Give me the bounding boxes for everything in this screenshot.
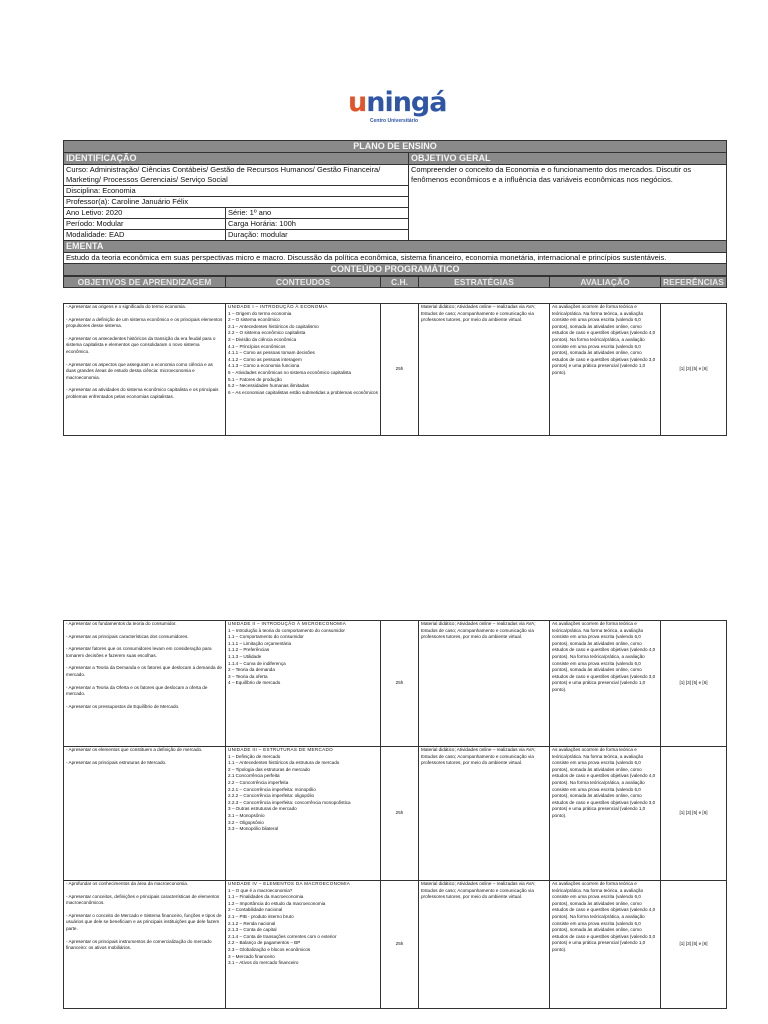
references-cell: [1] [3] [5] e [6] xyxy=(661,747,727,881)
logo-brand: uningá xyxy=(348,87,447,118)
strategies-cell: Material didático; Atividades online – realizadas via AVA; Estudos de caso; Acompanhamento e comunicação via professores tutores, por meio do ambiente virtual. xyxy=(419,621,550,747)
ementa-text: Estudo da teoria econômica em suas perspectivas micro e macro. Discussão da política econômica, sistema financeiro, economia monetária, internacional e princípios sustentáveis. xyxy=(64,253,727,264)
evaluation-cell: As avaliações ocorrem de forma teórica e teórica/prática. Na forma teórica, a avaliação consiste em uma prova escrita (valendo 6,0 pontos), somada às atividades online, como estudos de caso e questões objetivas (valendo 4,0 pontos). Na forma teórica/prática, a avaliação consiste em uma prova escrita (valendo 6,0 pontos), somada às atividades online, como estudos de caso e questões objetivas (valendo 3,0 pontos) e uma prática presencial (valendo 1,0 ponto). xyxy=(550,881,661,1009)
objectives-cell: - Apresentar os fundamentos da teoria do consumidor. - Apresentar as principais características dos consumidores. - Apresentar fatores que os consumidores levam em consideração para tomarem decisões e fazerem suas escolhas. - Apresentar a Teoria da Demanda e os fatores que deslocam a demanda de mercado. - Apresentar a Teoria da Oferta e os fatores que deslocam a oferta de mercado. - Apresentar os pressupostos de Equilíbrio de Mercado. xyxy=(64,621,226,747)
duracao-field: Duração: modular xyxy=(226,230,409,241)
unit-1-block xyxy=(63,303,727,436)
modalidade-field: Modalidade: EAD xyxy=(64,230,226,241)
ano-letivo-field: Ano Letivo: 2020 xyxy=(64,208,226,219)
hours-cell: 25h xyxy=(381,304,419,436)
evaluation-cell: As avaliações ocorrem de forma teórica e teórica/prática. Na forma teórica, a avaliação consiste em uma prova escrita (valendo 6,0 pontos), somada às atividades online, como estudos de caso e questões objetivas (valendo 4,0 pontos). Na forma teórica/prática, a avaliação consiste em uma prova escrita (valendo 6,0 pontos), somada às atividades online, como estudos de caso e questões objetivas (valendo 3,0 pontos) e uma prática presencial (valendo 1,0 ponto). xyxy=(550,621,661,747)
hours-cell: 25h xyxy=(381,881,419,1009)
unit-title: UNIDADE III – ESTRUTURAS DE MERCADO xyxy=(228,747,333,752)
evaluation-cell: As avaliações ocorrem de forma teórica e teórica/prática. Na forma teórica, a avaliação consiste em uma prova escrita (valendo 6,0 pontos), somada às atividades online, como estudos de caso e questões objetivas (valendo 4,0 pontos). Na forma teórica/prática, a avaliação consiste em uma prova escrita (valendo 6,0 pontos), somada às atividades online, como estudos de caso e questões objetivas (valendo 3,0 pontos) e uma prática presencial (valendo 1,0 ponto). xyxy=(550,747,661,881)
unit-title: UNIDADE I – INTRODUÇÃO À ECONOMIA xyxy=(228,304,328,309)
references-cell: [1] [3] [5] e [6] xyxy=(661,621,727,747)
objetivo-geral-heading: OBJETIVO GERAL xyxy=(409,153,727,165)
plan-header xyxy=(63,140,727,288)
col-estrategias: ESTRATÉGIAS xyxy=(419,277,550,288)
col-conteudos: CONTEUDOS xyxy=(226,277,381,288)
contents-cell: UNIDADE IV – ELEMENTOS DA MACROECONOMIA 1 – O que é a macroeconomia? 1.1 – Finalidades da macroeconomia 1.2 – Importância do estudo da macroeconomia 2 – Contabilidade nacional 2.1 – PIB - produto interno bruto 2.1.2 – Renda nacional 2.1.3 – Conta de capital 2.1.4 – Conta de transações correntes com o exterior 2.2 – Balanço de pagamentos – BP 2.3 – Globalização e blocos econômicos 3 – Mercado financeiro 3.1 – Ativos do mercado financeiro xyxy=(226,881,381,1009)
disciplina-field: Disciplina: Economia xyxy=(64,186,409,197)
strategies-cell: Material didático; Atividades online – realizadas via AVA; Estudos de caso; Acompanhamento e comunicação via professores tutores, por meio do ambiente virtual. xyxy=(419,747,550,881)
table-row xyxy=(63,303,727,436)
objectives-cell: - Apresentar as origens e o significado do termo economia. - Apresentar a definição de um sistema econômico e os principais elementos propulsores desse sistema. - Apresentar os antecedentes históricos da transição da era feudal para o sistema capitalista e elementos que consolidaram o novo sistema econômico. - Apresentar os aspectos que asseguram a economia como ciência e as duas grandes áreas de estudo dessa ciência: microeconomia e macroeconomia. - Apresentar as atividades do sistema econômico capitalista e os principais problemas enfrentados pelas economias capitalistas. xyxy=(64,304,226,436)
objetivo-geral-text: Compreender o conceito da Economia e o funcionamento dos mercados. Discutir os fenômenos econômicos e a influência das variáveis econômicas nos negócios. xyxy=(409,165,727,241)
uninga-logo xyxy=(348,87,447,128)
columns-header xyxy=(63,276,727,288)
objectives-cell: - Aprofundar os conhecimentos da área da macroeconomia. - Apresentar conceitos, definições e principais características de elementos macroeconômicos. - Apresentar o conceito de Mercado e Sistema financeiro, funções e tipos de usuários que dele se beneficiam e as principais instituições que dele fazem parte. - Apresentar os principais instrumentos de comercialização do mercado financeiro: os ativos mobiliários. xyxy=(64,881,226,1009)
periodo-field: Período: Modular xyxy=(64,219,226,230)
contents-cell: UNIDADE II – INTRODUÇÃO À MICROECONOMIA 1 – Introdução à teoria do comportamento do consumidor 1.1 – Comportamento do consumidor 1.1.1 – Limitação orçamentária 1.1.2 – Preferências 1.1.3 – Utilidade 1.1.4 – Curva de indiferença 2 – Teoria da demanda 3 – Teoria da oferta 4 – Equilíbrio de mercado xyxy=(226,621,381,747)
plan-title: PLANO DE ENSINO xyxy=(64,141,727,153)
identificacao-heading: IDENTIFICAÇÃO xyxy=(64,153,409,165)
col-referencias: REFERÊNCIAS xyxy=(661,277,727,288)
contents-cell: UNIDADE I – INTRODUÇÃO À ECONOMIA 1 – Origem do termo economia 2 – O sistema econômico 2.1 – Antecedentes históricos do capitalismo 2.2 – O sistema econômico capitalista 3 – Divisão da ciência econômica 4.1 – Princípios econômicos 4.1.1 – Como as pessoas tomam decisões 4.1.2 – Como as pessoas interagem 4.1.3 – Como a economia funciona 5 – Atividades econômicas no sistema econômico capitalista 5.1 – Fatores de produção 5.2 – Necessidades humanas ilimitadas 6 – As economias capitalistas estão submetidas a problemas econômicos xyxy=(226,304,381,436)
strategies-cell: Material didático; Atividades online – realizadas via AVA; Estudos de caso; Acompanhamento e comunicação via professores tutores, por meio do ambiente virtual. xyxy=(419,881,550,1009)
carga-field: Carga Horária: 100h xyxy=(226,219,409,230)
ementa-heading: EMENTA xyxy=(64,241,727,253)
unit-title: UNIDADE IV – ELEMENTOS DA MACROECONOMIA xyxy=(228,881,351,886)
header-table xyxy=(63,140,727,276)
objectives-cell: - Apresentar os elementos que constituem a definição de mercado. - Apresentar as principais estruturas de Mercado. xyxy=(64,747,226,881)
professor-field: Professor(a): Caroline Januário Félix xyxy=(64,197,409,208)
references-cell: [1] [3] [5] e [6] xyxy=(661,304,727,436)
hours-cell: 25h xyxy=(381,621,419,747)
conteudo-programatico-heading: CONTEÚDO PROGRAMÁTICO xyxy=(64,264,727,276)
strategies-cell: Material didático; Atividades online – realizadas via AVA; Estudos de caso; Acompanhamento e comunicação via professores tutores, por meio do ambiente virtual. xyxy=(419,304,550,436)
hours-cell: 25h xyxy=(381,747,419,881)
references-cell: [1] [3] [5] e [6] xyxy=(661,881,727,1009)
col-ch: C.H. xyxy=(381,277,419,288)
logo-subtitle: Centro Universitário xyxy=(370,118,419,124)
contents-cell: UNIDADE III – ESTRUTURAS DE MERCADO 1 – Definição de mercado 1.1 – Antecedentes históricos da estrutura de mercado 2 – Tipologia das estruturas de mercado 2.1 Concorrência perfeita 2.2 – Concorrência imperfeita 2.2.1 – Concorrência imperfeita: monopólio 2.2.2 – Concorrência imperfeita: oligopólio 2.2.3 – Concorrência imperfeita: concorrência monopolística 3 – Outras estruturas de mercado 3.1 – Monopsônio 3.2 – Oligopsônio 3.3 – Monopólio bilateral xyxy=(226,747,381,881)
col-objetivos: OBJETIVOS DE APRENDIZAGEM xyxy=(64,277,226,288)
evaluation-cell: As avaliações ocorrem de forma teórica e teórica/prática. Na forma teórica, a avaliação consiste em uma prova escrita (valendo 6,0 pontos), somada às atividades online, como estudos de caso e questões objetivas (valendo 4,0 pontos). Na forma teórica/prática, a avaliação consiste em uma prova escrita (valendo 6,0 pontos), somada às atividades online, como estudos de caso e questões objetivas (valendo 3,0 pontos) e uma prática presencial (valendo 1,0 ponto). xyxy=(550,304,661,436)
table-row xyxy=(63,620,727,1009)
curso-field: Curso: Administração/ Ciências Contábeis/ Gestão de Recursos Humanos/ Gestão Financeira/ Marketing/ Processos Gerenciais/ Serviço Social xyxy=(64,165,409,186)
unit-title: UNIDADE II – INTRODUÇÃO À MICROECONOMIA xyxy=(228,621,347,626)
col-avaliacao: AVALIAÇÃO xyxy=(550,277,661,288)
serie-field: Série: 1º ano xyxy=(226,208,409,219)
unit-2-block xyxy=(63,620,727,1009)
